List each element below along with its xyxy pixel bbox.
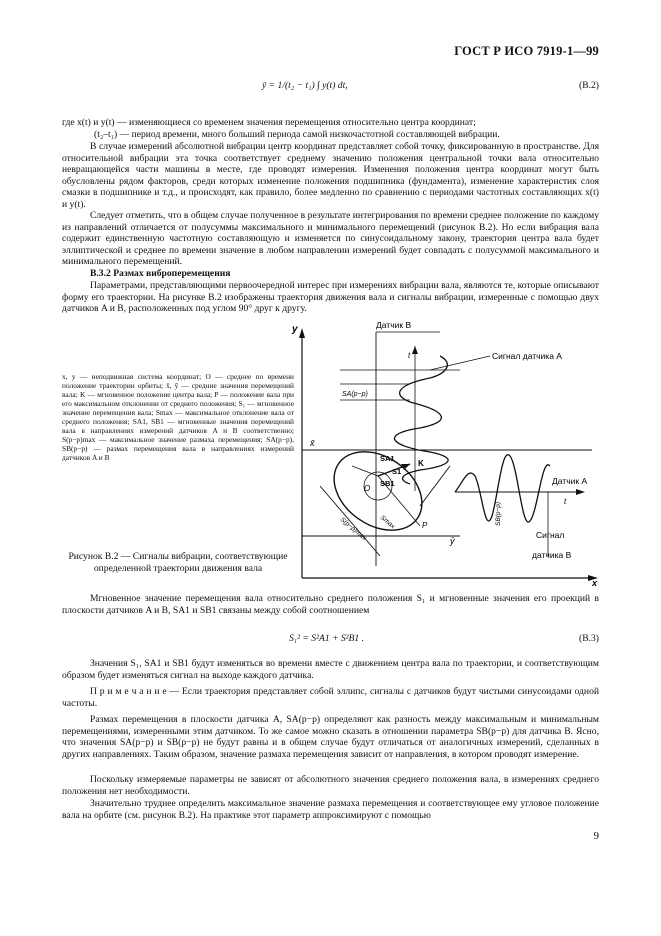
smax-label: Smax (378, 514, 396, 531)
paragraph: Следует отметить, что в общем случае полученное в результате интегрирования по времени среднее положение по каждому из направлений отличается от полусуммы максимального и минимального перемещений (рисунок В.2). Но если вибрация вала содержит единственную частотную составляющую и изменяется по синусоидальному закону, траектория центра вала будет эллиптической и среднее по времени значение в любом направлении измерений будет совпадать с полусуммой максимального и минимального перемещений. (62, 210, 599, 268)
sensor-b-label: Датчик B (376, 320, 412, 330)
equation-b3-number: (В.3) (579, 633, 599, 644)
sapp-label: SA(p−p) (342, 391, 368, 398)
paragraph: Размах перемещения в плоскости датчика A, SA(p−p) определяют как разность между максимальным и минимальным перемещениями, измеренными этим датчиком. То же самое можно сказать в отношении параметра SB(p−p) для датчика B. Ясно, что значения SA(p−p) и SB(p−p) не будут равны и в общем случае будут отличаться от аналогичных измерений, сделанных в других направлениях. Таким образом, значение размаха перемещения зависит от направления, в котором проводят измерение. (62, 714, 599, 760)
equation-b2 (262, 80, 348, 91)
p-label: P (422, 521, 428, 530)
paragraph: Мгновенное значение перемещения вала относительно среднего положения S₁ и мгновенные значения его проекций в плоскости датчиков A и B, SA1 и SB1 связаны между собой соотношением (62, 593, 599, 616)
equation-b3 (289, 633, 364, 644)
sbpp-label: SB(p−p) (495, 501, 502, 526)
paragraph: (t₂–t₁) — период времени, много больший периода самой низкочастотной составляющей вибрации. (94, 129, 500, 140)
diagonal-line (320, 486, 380, 556)
o-label: O (364, 484, 371, 493)
equation-b3-text: S₁² = S²A1 + S²B1 . (289, 633, 365, 644)
paragraph: Значительно труднее определить максимальное значение размаха перемещения и соответствующее ему угловое положение вала на орбите (см. рисунок В.2). На практике этот параметр аппроксимируют с помощью (62, 798, 599, 821)
diagonal-line (420, 466, 450, 506)
paragraph: Поскольку измеряемые параметры не зависят от абсолютного значения среднего положения вала, в измерениях среднего положения нет необходимости. (62, 774, 599, 797)
signal-a-label: Сигнал датчика A (492, 351, 562, 361)
signal-b-label-2: датчика B (532, 550, 572, 560)
equation-b2-number: (В.2) (579, 80, 599, 91)
xbar-label: x̄ (310, 438, 315, 448)
ybar-label: ȳ (450, 536, 455, 546)
sppmax-label: S(p−p)max (338, 516, 368, 543)
sb1-label: SB1 (380, 479, 395, 488)
page-number: 9 (593, 830, 599, 842)
signal-b-label-1: Сигнал (536, 530, 565, 540)
figure-legend: x, y — неподвижная система координат; O — среднее по времени положение траектории орбиты; x̄, ȳ — средние значения перемещений вала; K — мгновенное положение центра вала; P — положение вала при его максимальном отклонении от среднего положения; S₁ — мгновенное значение перемещения вала; Smax — максимальное отклонение вала от среднего положения; SA1, SB1 — мгновенные значения перемещений вала в направлениях измерений датчиков A и B соответственно; S(p−p)max — максимальное значение размаха перемещения; SA(p−p), SB(p−p) — размах перемещения вала в направлениях измерений датчиков A и B (62, 372, 294, 462)
x-axis-label: x (592, 578, 598, 586)
signal-b-waveform (455, 455, 550, 522)
paragraph: Значения S₁, SA1 и SB1 будут изменяться во времени вместе с движением центра вала по траектории, и соответствующим образом будет изменяться сигнал на выходе каждого датчика. (62, 658, 599, 681)
sa1-label: SA1 (380, 454, 395, 463)
orbit-ellipse (319, 436, 437, 547)
k-label: K (418, 459, 424, 468)
note: П р и м е ч а н и е — Если траектория представляет собой эллипс, сигналы с датчиков будут чистыми синусоидами одной частоты. (62, 686, 599, 709)
top-time-arrow (412, 346, 418, 354)
document-header: ГОСТ Р ИСО 7919-1—99 (454, 44, 599, 58)
section-heading: В.3.2 Размах виброперемещения (90, 268, 231, 279)
y-axis-arrow (299, 328, 305, 338)
paragraph: где x(t) и y(t) — изменяющиеся со временем значения перемещения относительно центра координат; (62, 117, 476, 128)
paragraph: В случае измерений абсолютной вибрации центр координат представляет собой точку, фиксированную в пространстве. Для относительной вибрации эта точка соответствует среднему значению положения центральной точки вала относительно невращающейся части машины в месте, где проводят измерения. Изменения положения центра координат могут быть обусловлены рядом факторов, среди которых изменение положения подшипника (фундамента), изменение характеристик слоя смазки в подшипнике и т.д., и происходят, как правило, более медленно по сравнению с периодами частотных составляющих x(t) и y(t). (62, 141, 599, 210)
top-time-label: t (408, 351, 411, 360)
right-time-label: t (564, 497, 567, 506)
right-time-arrow (576, 489, 585, 495)
paragraph: Параметрами, представляющими первоочередной интерес при измерениях вибрации вала, являются те, которые описывают форму его траектории. На рисунке В.2 изображены траектория движения вала и сигналы вибрации, измеренные с помощью двух датчиков A и B, расположенных под углом 90° друг к другу. (62, 280, 599, 315)
sensor-a-label: Датчик A (552, 476, 588, 486)
radial-line (352, 466, 378, 476)
figure-b2-diagram (280, 316, 605, 586)
y-axis-label: y (292, 324, 298, 335)
s1-label: S1 (392, 467, 402, 476)
figure-caption: Рисунок В.2 — Сигналы вибрации, соответствующие определенной траектории движения вала (68, 551, 288, 574)
signal-a-leader (430, 356, 490, 370)
equation-b2-text: ȳ = 1/(t₂ − t₁) ∫ y(t) dt, (262, 80, 348, 91)
